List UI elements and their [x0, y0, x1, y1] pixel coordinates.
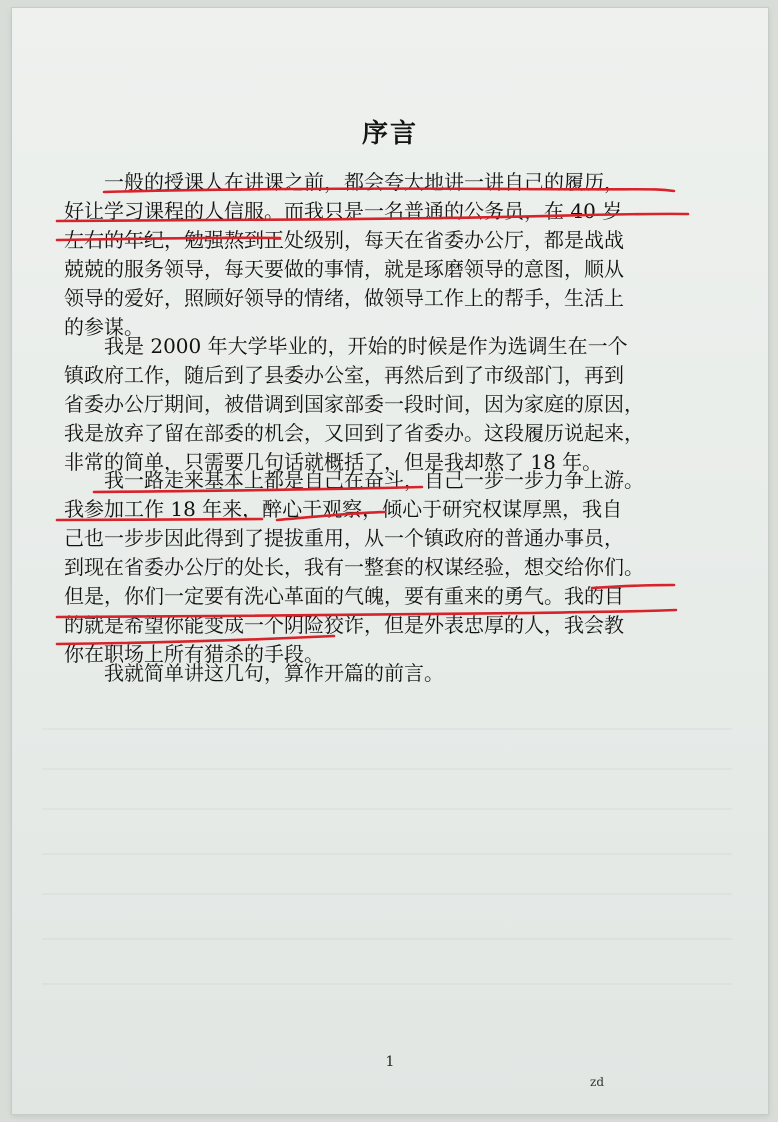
bleed-through-line: [42, 728, 732, 730]
footer-mark: zd: [590, 1075, 605, 1089]
text-line: 兢兢的服务领导，每天要做的事情，就是琢磨领导的意图，顺从: [64, 257, 624, 281]
paragraph-1: [64, 168, 714, 342]
paragraph-2: [64, 332, 714, 477]
page-title: 序言: [361, 119, 418, 149]
document-page: [12, 8, 768, 1114]
text-line: 我就简单讲这几句，算作开篇的前言。: [104, 661, 444, 685]
text-line: 领导的爱好，照顾好领导的情绪，做领导工作上的帮手，生活上: [64, 286, 624, 310]
text-line: 你在职场上所有猎杀的手段。: [64, 642, 324, 666]
bleed-through-line: [42, 768, 732, 770]
text-line: 但是，你们一定要有洗心革面的气魄，要有重来的勇气。我的目: [64, 584, 624, 608]
paragraph-3: [64, 466, 714, 669]
text-line: 的参谋。: [64, 315, 144, 339]
text-line: 我是 2000 年大学毕业的，开始的时候是作为选调生在一个: [104, 334, 628, 358]
text-line: 镇政府工作，随后到了县委办公室，再然后到了市级部门，再到: [64, 363, 624, 387]
text-line: 的就是希望你能变成一个阴险狡诈，但是外表忠厚的人，我会教: [64, 613, 624, 637]
bleed-through-line: [42, 853, 732, 855]
paragraph-4: [64, 659, 714, 688]
text-line: 到现在省委办公厅的处长，我有一整套的权谋经验，想交给你们。: [64, 555, 644, 579]
bleed-through-line: [42, 938, 732, 940]
text-line: 我一路走来基本上都是自己在奋斗，自己一步一步力争上游。: [104, 468, 644, 492]
text-line: 己也一步步因此得到了提拔重用，从一个镇政府的普通办事员，: [64, 526, 624, 550]
text-line: 我是放弃了留在部委的机会，又回到了省委办。这段履历说起来，: [64, 421, 644, 445]
text-line: 一般的授课人在讲课之前，都会夸大地讲一讲自己的履历，: [104, 170, 624, 194]
text-line: 左右的年纪，勉强熬到正处级别，每天在省委办公厅，都是战战: [64, 228, 624, 252]
bleed-through-line: [42, 808, 732, 810]
text-line: 省委办公厅期间，被借调到国家部委一段时间，因为家庭的原因，: [64, 392, 644, 416]
text-line: 好让学习课程的人信服。而我只是一名普通的公务员，在 40 岁: [64, 199, 623, 223]
text-line: 非常的简单，只需要几句话就概括了，但是我却熬了 18 年。: [64, 450, 603, 474]
text-line: 我参加工作 18 年来，醉心于观察，倾心于研究权谋厚黑，我自: [64, 497, 623, 521]
bleed-through-line: [42, 893, 732, 895]
bleed-through-line: [42, 983, 732, 985]
page-number: 1: [385, 1054, 395, 1070]
